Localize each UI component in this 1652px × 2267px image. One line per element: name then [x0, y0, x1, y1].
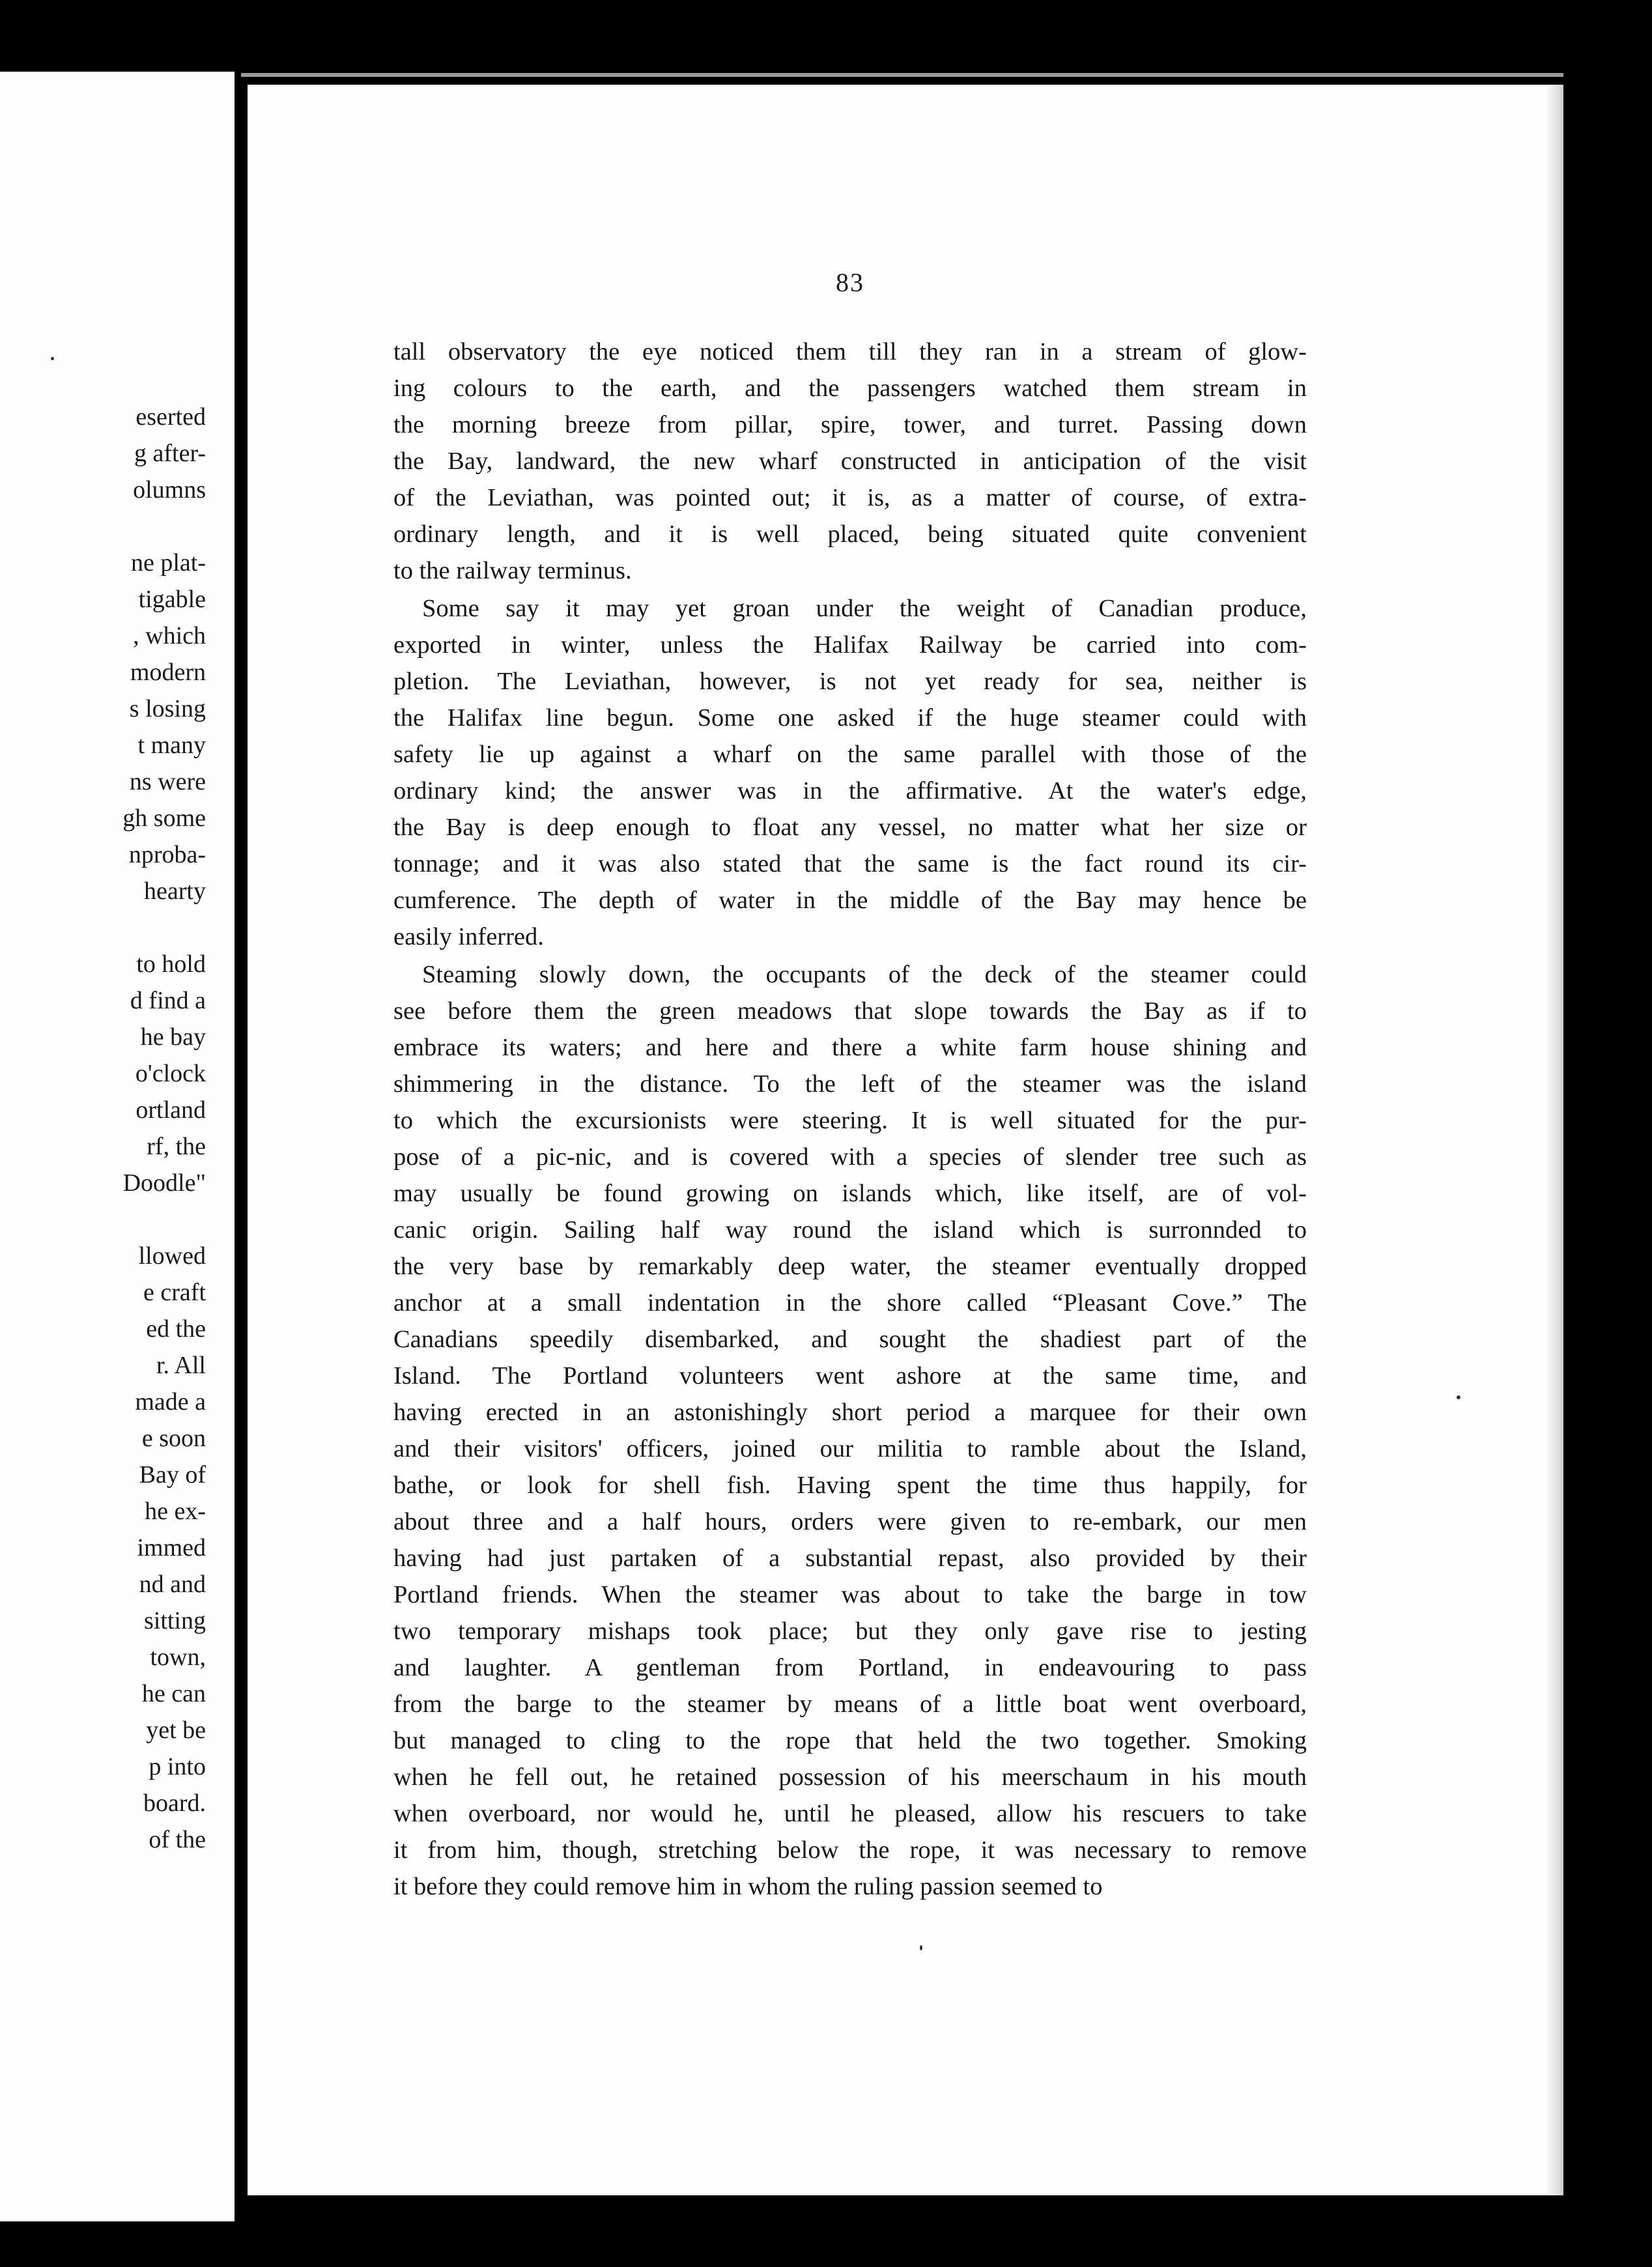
facing-page-line: to hold: [136, 950, 206, 978]
book-gutter: [235, 72, 248, 2221]
text-line: may usually be found growing on islands which, like itself, are of vol-: [393, 1180, 1307, 1207]
facing-page-line: Doodle": [122, 1169, 206, 1197]
text-line: exported in winter, unless the Halifax Railway be carried into com-: [393, 631, 1307, 659]
facing-page-line: rf, the: [147, 1133, 206, 1160]
text-line: to which the excursionists were steering. It is well situated for the pur-: [393, 1107, 1307, 1134]
text-line: having erected in an astonishingly short period a marquee for their own: [393, 1399, 1307, 1426]
paragraph: [393, 956, 1307, 1905]
facing-page-line: o'clock: [135, 1060, 206, 1087]
facing-page-line: town,: [150, 1644, 206, 1671]
text-line: ordinary length, and it is well placed, being situated quite convenient: [393, 520, 1307, 548]
body-text: [393, 334, 1307, 1905]
facing-page-line: tigable: [138, 586, 206, 613]
text-line: Portland friends. When the steamer was about to take the barge in tow: [393, 1581, 1307, 1608]
text-line: Some say it may yet groan under the weight of Canadian produce,: [422, 595, 1307, 622]
text-line: ing colours to the earth, and the passengers watched them stream in: [393, 375, 1307, 402]
facing-page-line: ns were: [129, 768, 206, 795]
facing-page-line: s losing: [129, 695, 206, 722]
text-line: to the railway terminus.: [393, 557, 632, 584]
text-line: the morning breeze from pillar, spire, tower, and turret. Passing down: [393, 411, 1307, 438]
facing-page-line: e craft: [143, 1279, 206, 1306]
facing-page-line: sitting: [143, 1607, 206, 1634]
ink-speck: [920, 1945, 922, 1950]
facing-page-line: g after-: [134, 440, 206, 467]
text-line: the Bay is deep enough to float any vessel, no matter what her size or: [393, 814, 1307, 841]
text-line: Steaming slowly down, the occupants of the deck of the steamer could: [422, 961, 1307, 988]
scan-border-top: [0, 0, 1652, 72]
facing-page-line: immed: [137, 1534, 206, 1561]
facing-page-line: ortland: [135, 1096, 206, 1124]
facing-page-line: olumns: [133, 476, 206, 504]
text-line: when overboard, nor would he, until he pleased, allow his rescuers to take: [393, 1800, 1307, 1827]
facing-page-line: gh some: [122, 805, 206, 832]
text-line: tonnage; and it was also stated that the same is the fact round its cir-: [393, 850, 1307, 877]
facing-page-line: hearty: [144, 877, 206, 905]
page-top-edge: [241, 73, 1563, 77]
facing-page-line: , which: [133, 622, 206, 649]
text-line: and laughter. A gentleman from Portland, in endeavouring to pass: [393, 1654, 1307, 1681]
facing-page-line: t many: [137, 732, 206, 759]
facing-page-line: he can: [141, 1680, 206, 1707]
facing-page-line: nd and: [139, 1571, 206, 1598]
facing-page-line: of the: [149, 1826, 206, 1853]
facing-page-line: board.: [143, 1789, 206, 1817]
scan-border-right: [1563, 0, 1652, 2267]
facing-page-fragment: [0, 72, 235, 2221]
text-line: of the Leviathan, was pointed out; it is, as a matter of course, of extra-: [393, 484, 1307, 511]
text-line: and their visitors' officers, joined our militia to ramble about the Island,: [393, 1435, 1307, 1462]
facing-page-line: he ex-: [145, 1498, 206, 1525]
paragraph: [393, 334, 1307, 589]
ink-speck: [51, 357, 54, 360]
facing-page-line: nproba-: [128, 841, 206, 868]
facing-page-line: yet be: [146, 1717, 206, 1744]
text-line: Island. The Portland volunteers went ashore at the same time, and: [393, 1362, 1307, 1390]
page-edge-shadow: [1545, 85, 1561, 2195]
text-line: easily inferred.: [393, 923, 544, 950]
text-line: when he fell out, he retained possession of his meerschaum in his mouth: [393, 1763, 1307, 1791]
text-line: Canadians speedily disembarked, and sought the shadiest part of the: [393, 1326, 1307, 1353]
text-line: pose of a pic-nic, and is covered with a species of slender tree such as: [393, 1143, 1307, 1171]
text-line: two temporary mishaps took place; but they only gave rise to jesting: [393, 1618, 1307, 1645]
text-line: safety lie up against a wharf on the same parallel with those of the: [393, 741, 1307, 768]
text-line: the Halifax line begun. Some one asked if the huge steamer could with: [393, 704, 1307, 732]
text-line: see before them the green meadows that slope towards the Bay as if to: [393, 997, 1307, 1025]
text-line: having had just partaken of a substantial repast, also provided by their: [393, 1545, 1307, 1572]
text-line: shimmering in the distance. To the left of the steamer was the island: [393, 1070, 1307, 1098]
facing-page-line: he bay: [140, 1023, 206, 1051]
paragraph: [393, 590, 1307, 955]
facing-page-line: eserted: [135, 403, 206, 431]
facing-page-line: e soon: [141, 1425, 206, 1452]
text-line: the very base by remarkably deep water, the steamer eventually dropped: [393, 1253, 1307, 1280]
text-line: about three and a half hours, orders were given to re-embark, our men: [393, 1508, 1307, 1535]
facing-page-line: ed the: [146, 1315, 206, 1343]
text-line: canic origin. Sailing half way round the island which is surronnded to: [393, 1216, 1307, 1244]
text-line: it from him, though, stretching below the rope, it was necessary to remove: [393, 1836, 1307, 1864]
text-line: embrace its waters; and here and there a white farm house shining and: [393, 1034, 1307, 1061]
text-line: ordinary kind; the answer was in the affirmative. At the water's edge,: [393, 777, 1307, 805]
text-line: it before they could remove him in whom the ruling passion seemed to: [393, 1873, 1103, 1900]
text-line: cumference. The depth of water in the middle of the Bay may hence be: [393, 887, 1307, 914]
text-line: bathe, or look for shell fish. Having spent the time thus happily, for: [393, 1472, 1307, 1499]
facing-page-line: made a: [135, 1388, 206, 1416]
text-line: but managed to cling to the rope that held the two together. Smoking: [393, 1727, 1307, 1754]
ink-speck: [1457, 1395, 1460, 1399]
facing-page-line: d find a: [130, 987, 206, 1014]
facing-page-line: Bay of: [139, 1461, 206, 1489]
facing-page-line: p into: [149, 1753, 206, 1780]
facing-page-line: ne plat-: [130, 549, 206, 577]
text-line: the Bay, landward, the new wharf constructed in anticipation of the visit: [393, 448, 1307, 475]
text-line: from the barge to the steamer by means of a little boat went overboard,: [393, 1690, 1307, 1718]
facing-page-line: llowed: [138, 1242, 206, 1270]
text-line: anchor at a small indentation in the shore called “Pleasant Cove.” The: [393, 1289, 1307, 1317]
facing-page-line: r. All: [156, 1352, 206, 1379]
text-line: pletion. The Leviathan, however, is not yet ready for sea, neither is: [393, 668, 1307, 695]
page-number: 83: [836, 268, 864, 297]
facing-page-line: modern: [130, 659, 206, 686]
text-line: tall observatory the eye noticed them till they ran in a stream of glow-: [393, 338, 1307, 365]
